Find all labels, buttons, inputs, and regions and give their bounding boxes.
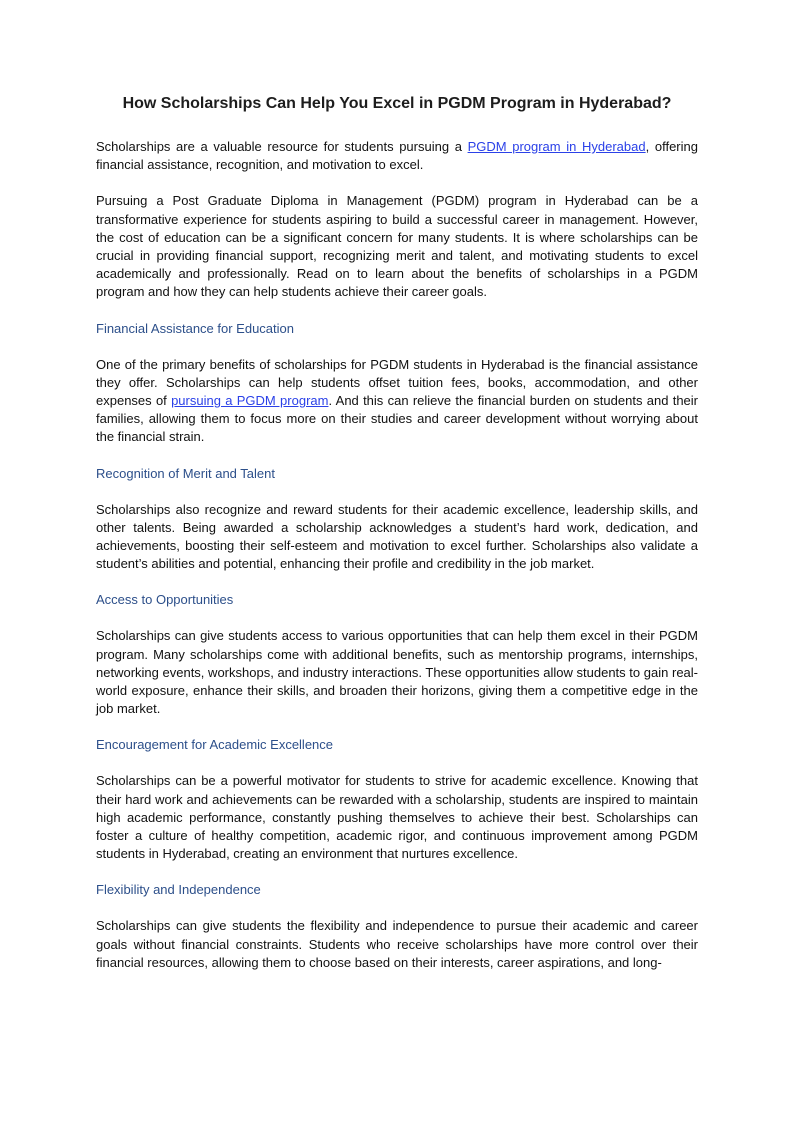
section-heading-opportunities: Access to Opportunities: [96, 592, 234, 608]
page-title: How Scholarships Can Help You Excel in PGDM Program in Hyderabad?: [122, 95, 672, 112]
flexibility-paragraph: Scholarships can give students the flexibility and independence to pursue their academic and career goals without financial constraints. Students who receive scholarships have more control over their financial resources, allowing them to choose based on their interests, career aspirations, and long-: [96, 918, 698, 970]
intro-text-before: Scholarships are a valuable resource for students pursuing a: [96, 139, 468, 154]
section-heading-academic-excellence: Encouragement for Academic Excellence: [96, 737, 334, 753]
intro-paragraph: [96, 138, 698, 174]
pgdm-program-hyderabad-link[interactable]: PGDM program in Hyderabad: [467, 139, 646, 154]
academic-excellence-paragraph: Scholarships can be a powerful motivator for students to strive for academic excellence. Knowing that their hard work and achievements can be rewarded with a scholarship, students are inspired to maintain high academic performance, constantly pushing themselves to achieve their best. Scholarships can foster a culture of healthy competition, academic rigor, and continuous improvement among PGDM students in Hyderabad, creating an environment that nurtures excellence.: [96, 773, 698, 862]
opportunities-paragraph: Scholarships can give students access to various opportunities that can help them excel in their PGDM program. Many scholarships come with additional benefits, such as mentorship programs, internships, networking events, workshops, and industry interactions. These opportunities allow students to gain real-world exposure, enhance their skills, and broaden their horizons, giving them a competitive edge in the job market.: [96, 628, 698, 717]
financial-assistance-paragraph: [96, 356, 698, 447]
section-heading-recognition: Recognition of Merit and Talent: [96, 465, 275, 481]
overview-paragraph: Pursuing a Post Graduate Diploma in Management (PGDM) program in Hyderabad can be a transformative experience for students aspiring to build a successful career in management. However, the cost of education can be a significant concern for many students. It is where scholarships can be crucial in providing financial support, recognizing merit and talent, and motivating students to excel academically and professionally. Read on to learn about the benefits of scholarships in a PGDM program and how they can help students achieve their career goals.: [96, 193, 698, 300]
section-heading-financial-assistance: Financial Assistance for Education: [96, 320, 294, 336]
intro-text-after: , offering financial assistance, recognition, and motivation to excel.: [96, 139, 698, 173]
financial-assistance-text-before: One of the primary benefits of scholarships for PGDM students in Hyderabad is the financial assistance they offer. Scholarships can help students offset tuition fees, books, accommodation, and other expenses of: [96, 356, 698, 409]
section-heading-flexibility: Flexibility and Independence: [96, 882, 261, 898]
financial-assistance-text-after: . And this can relieve the financial burden on students and their families, allowing them to focus more on their studies and career development without worrying about the financial strain.: [96, 393, 699, 445]
pursuing-pgdm-program-link[interactable]: pursuing a PGDM program: [171, 393, 329, 409]
document-page: [96, 92, 698, 972]
recognition-paragraph: Scholarships also recognize and reward students for their academic excellence, leadership skills, and other talents. Being awarded a scholarship acknowledges a student’s hard work, dedication, and achievements, boosting their self-esteem and motivation to excel further. Scholarships also validate a student’s abilities and potential, enhancing their profile and credibility in the job market.: [96, 501, 698, 572]
